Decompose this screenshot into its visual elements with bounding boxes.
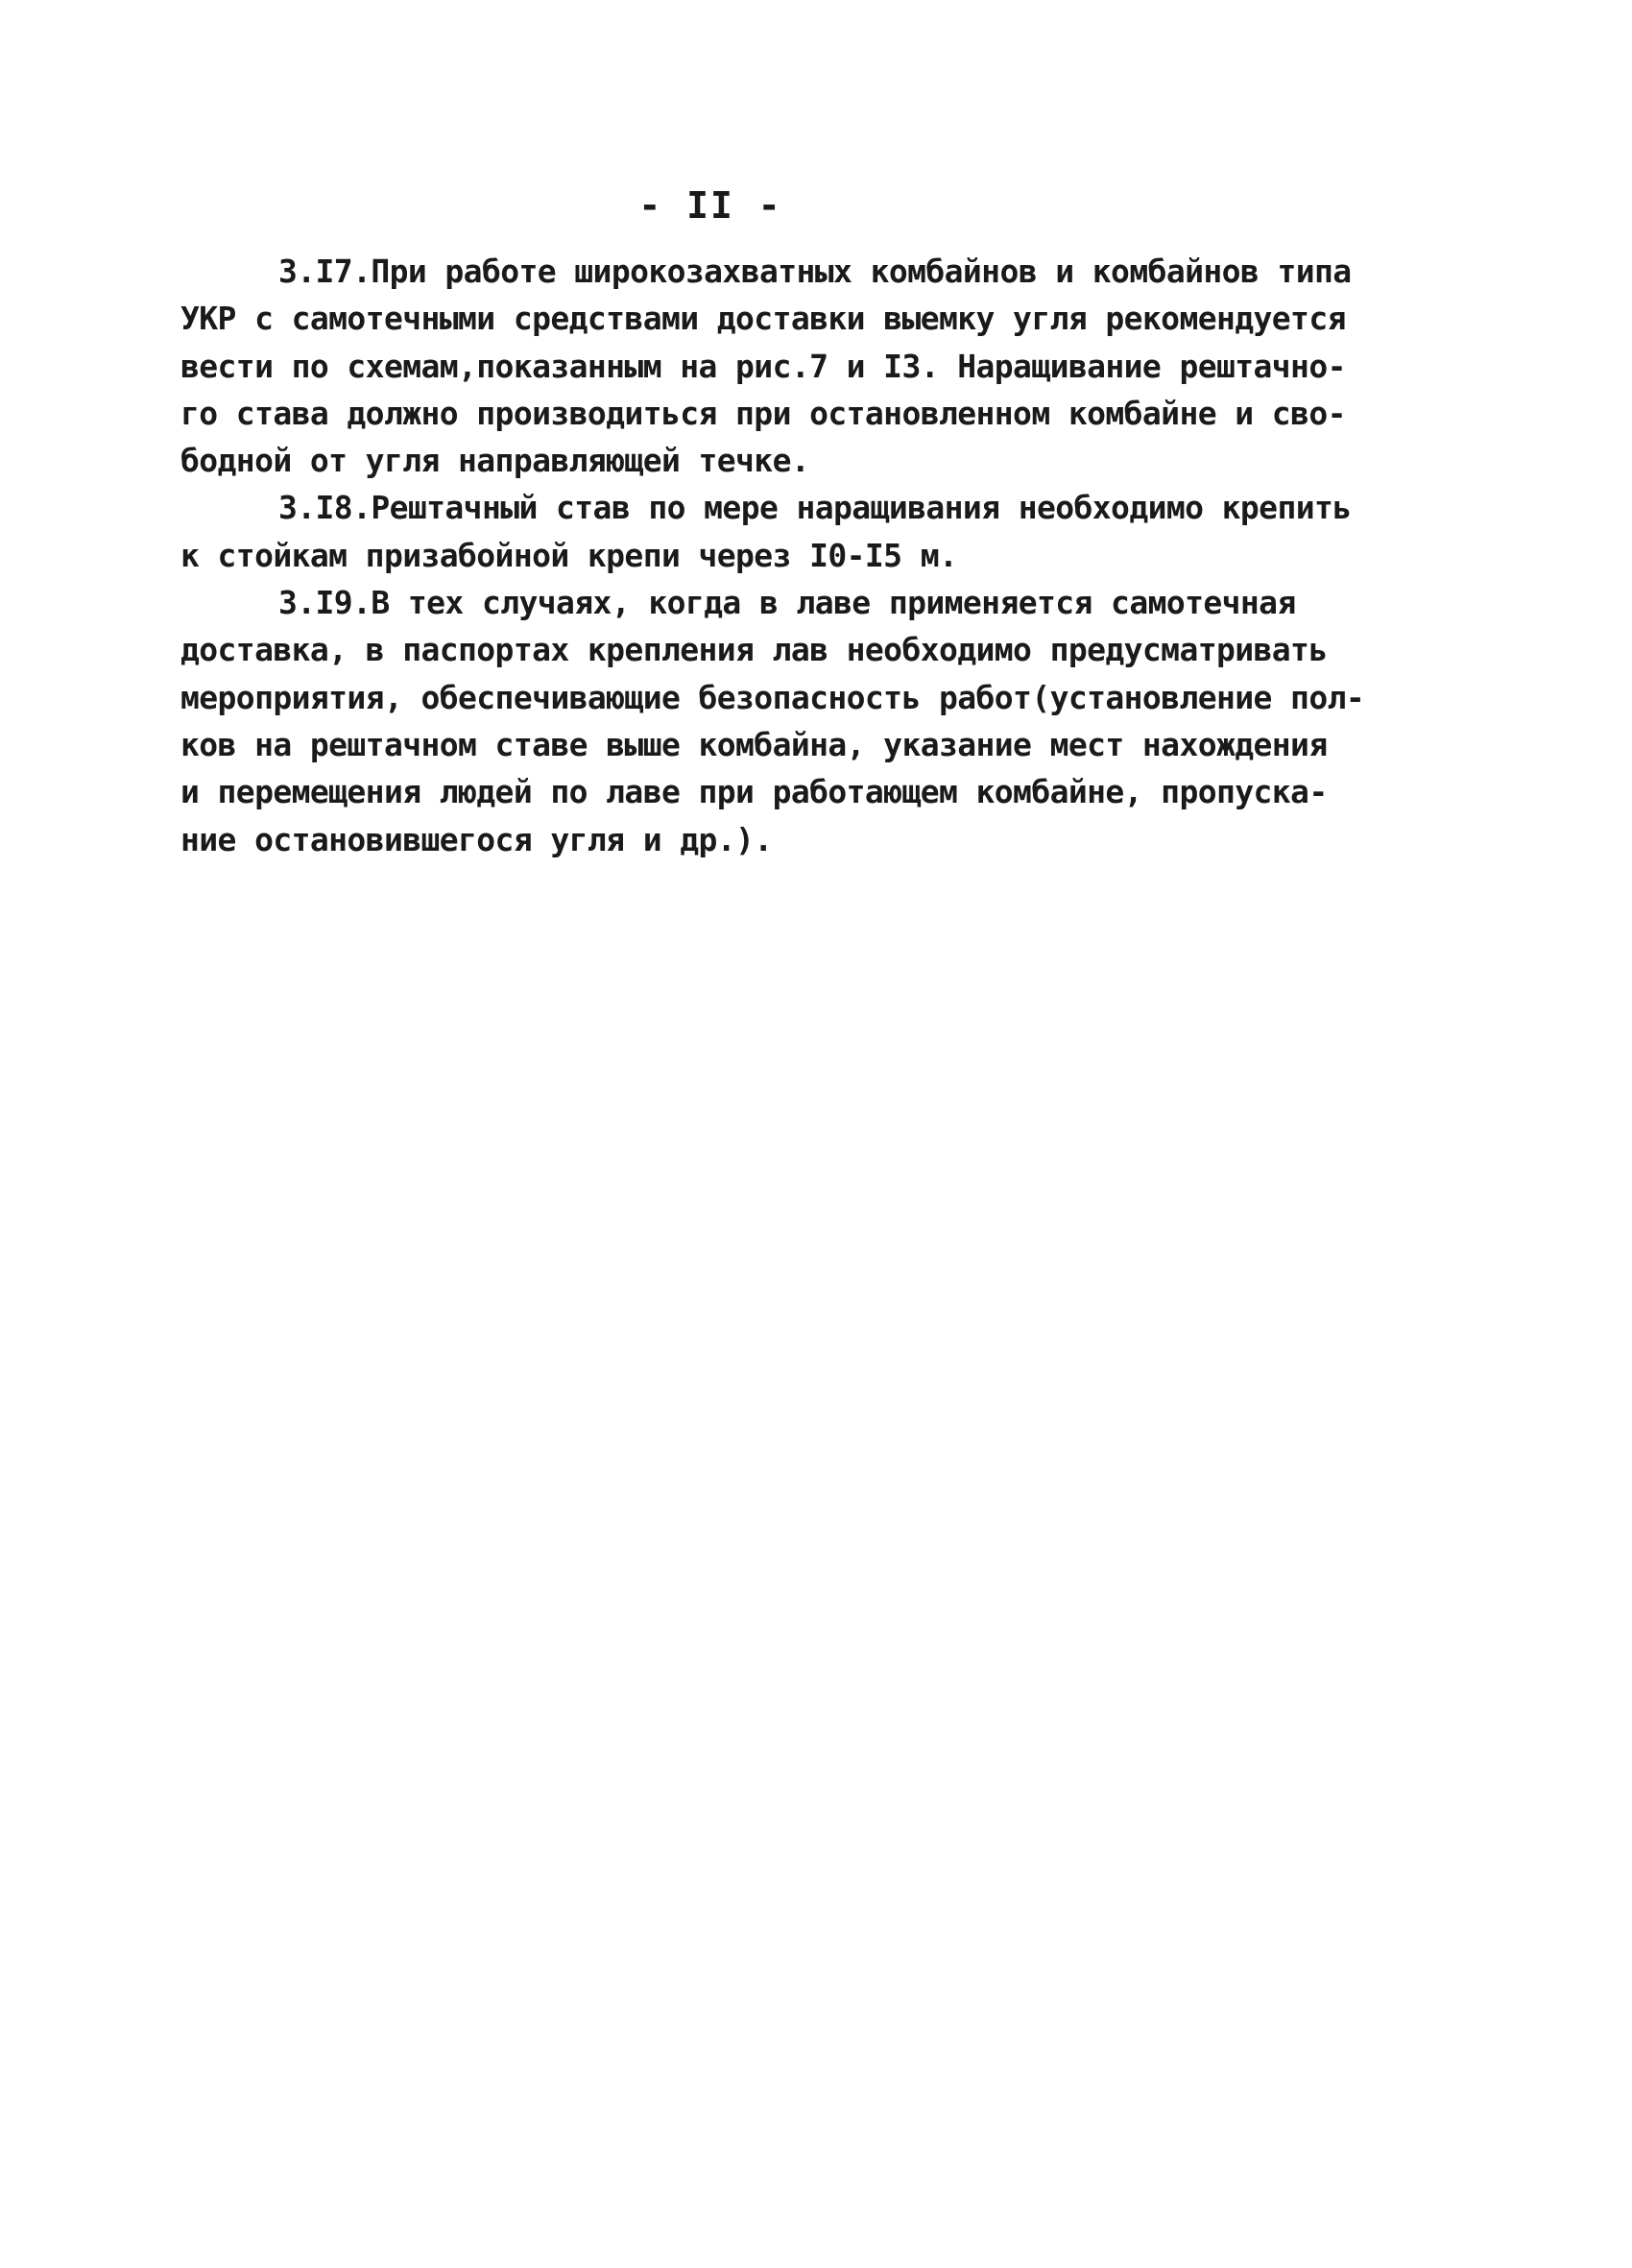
- paragraph-3-19: [180, 579, 1457, 863]
- text-line: го става должно производиться при остановленном комбайне и сво-: [180, 394, 1346, 432]
- text-line: ков на рештачном ставе выше комбайна, указание мест нахождения: [180, 725, 1328, 763]
- page-number: - II -: [638, 184, 782, 227]
- text-line: УКР с самотечными средствами доставки выемку угля рекомендуется: [180, 300, 1346, 338]
- text-line: бодной от угля направляющей течке.: [180, 442, 810, 480]
- paragraph-3-17: [180, 248, 1457, 484]
- text-line: вести по схемам,показанным на рис.7 и I3. Наращивание рештачно-: [180, 347, 1346, 385]
- text-line: 3.I8.Рештачный став по мере наращивания необходимо крепить: [278, 489, 1352, 527]
- paragraph-3-18: [180, 484, 1457, 579]
- text-line: мероприятия, обеспечивающие безопасность работ(установление пол-: [180, 678, 1365, 716]
- text-line: 3.I9.В тех случаях, когда в лаве применяется самотечная: [278, 584, 1296, 622]
- text-line: 3.I7.При работе широкозахватных комбайнов и комбайнов типа: [278, 253, 1352, 290]
- text-line: и перемещения людей по лаве при работающем комбайне, пропуска-: [180, 773, 1328, 811]
- text-line: доставка, в паспортах крепления лав необходимо предусматривать: [180, 631, 1328, 669]
- text-line: ние остановившегося угля и др.).: [180, 820, 773, 858]
- body-text: [180, 248, 1457, 863]
- text-line: к стойкам призабойной крепи через I0-I5 м.: [180, 536, 958, 574]
